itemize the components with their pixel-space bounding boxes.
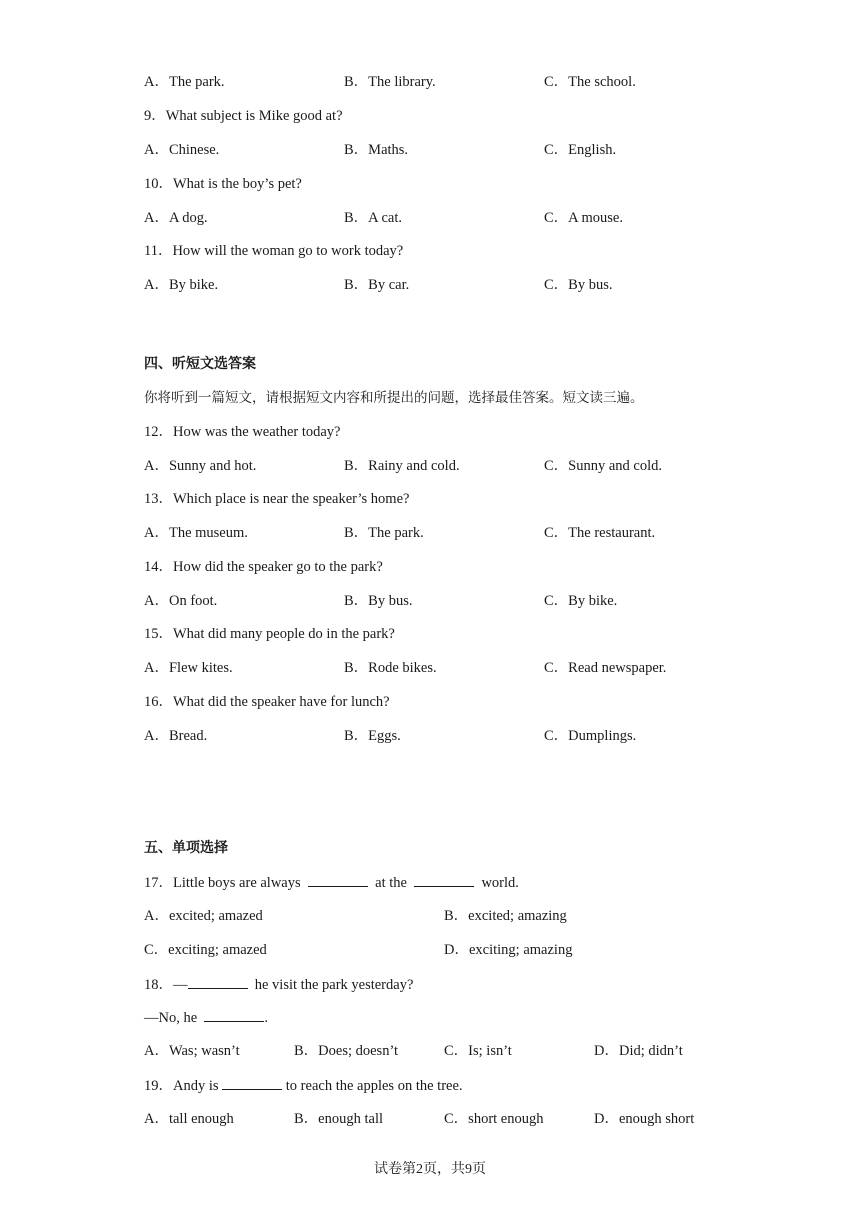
option-a: A．Bread. xyxy=(144,728,208,744)
section-4-title: 四、听短文选答案 xyxy=(144,356,256,372)
answer-line xyxy=(144,1007,268,1028)
answer-text-part: —No, he xyxy=(144,1010,198,1026)
option-b: B．Rode bikes. xyxy=(344,660,437,676)
answer-blank xyxy=(204,1007,264,1022)
option-a: A．excited; amazed xyxy=(144,908,263,924)
question-text: 13．Which place is near the speaker’s home? xyxy=(144,491,410,507)
option-c: C．A mouse. xyxy=(544,210,623,226)
option-c: C．Is; isn’t xyxy=(444,1043,512,1059)
question-text: 11．How will the woman go to work today? xyxy=(144,243,404,259)
question-text-part: 19．Andy is xyxy=(144,1078,219,1094)
option-a: A．Chinese. xyxy=(144,142,220,158)
option-a: A．The museum. xyxy=(144,525,248,541)
option-c: C．Sunny and cold. xyxy=(544,458,663,474)
option-a: A．A dog. xyxy=(144,210,208,226)
section-4-instruction: 你将听到一篇短文，请根据短文内容和所提出的问题，选择最佳答案。短文读三遍。 xyxy=(144,390,644,406)
option-c: C．exciting; amazed xyxy=(144,942,267,958)
option-b: B．The park. xyxy=(344,525,424,541)
question-text xyxy=(144,1075,463,1096)
option-d: D．Did; didn’t xyxy=(594,1043,683,1059)
option-d: D．enough short xyxy=(594,1111,695,1127)
option-b: B．By car. xyxy=(344,277,410,293)
option-b: B．Rainy and cold. xyxy=(344,458,460,474)
question-text-part: 18．— xyxy=(144,977,188,993)
question-text: 9．What subject is Mike good at? xyxy=(144,108,343,124)
question-text xyxy=(144,974,413,995)
question-text-part: he visit the park yesterday? xyxy=(254,977,414,993)
option-d: D．exciting; amazing xyxy=(444,942,573,958)
option-b: B．enough tall xyxy=(294,1111,384,1127)
option-b: B．The library. xyxy=(344,74,436,90)
question-text: 14．How did the speaker go to the park? xyxy=(144,559,383,575)
option-c: C．Dumplings. xyxy=(544,728,637,744)
option-a: A．tall enough xyxy=(144,1111,234,1127)
option-c: C．English. xyxy=(544,142,617,158)
answer-text-part: . xyxy=(264,1010,269,1026)
page-footer: 试卷第2页，共9页 xyxy=(374,1162,486,1177)
option-c: C．By bike. xyxy=(544,593,618,609)
option-a: A．By bike. xyxy=(144,277,219,293)
option-b: B．excited; amazing xyxy=(444,908,567,924)
option-a: A．Was; wasn’t xyxy=(144,1043,240,1059)
question-text: 10．What is the boy’s pet? xyxy=(144,176,302,192)
question-text: 15．What did many people do in the park? xyxy=(144,626,395,642)
option-c: C．By bus. xyxy=(544,277,613,293)
question-text xyxy=(144,872,519,893)
answer-blank xyxy=(188,974,248,989)
question-text-part: to reach the apples on the tree. xyxy=(285,1078,463,1094)
question-text-part: world. xyxy=(481,875,519,891)
question-text-part: at the xyxy=(375,875,407,891)
answer-blank xyxy=(308,872,368,887)
answer-blank xyxy=(222,1075,282,1090)
question-text-part: 17．Little boys are always xyxy=(144,875,301,891)
option-b: B．Maths. xyxy=(344,142,409,158)
option-b: B．Eggs. xyxy=(344,728,401,744)
option-b: B．A cat. xyxy=(344,210,402,226)
option-c: C．The school. xyxy=(544,74,636,90)
option-c: C．Read newspaper. xyxy=(544,660,667,676)
option-b: B．Does; doesn’t xyxy=(294,1043,399,1059)
question-text: 12．How was the weather today? xyxy=(144,424,341,440)
answer-blank xyxy=(414,872,474,887)
option-a: A．Flew kites. xyxy=(144,660,233,676)
option-a: A．Sunny and hot. xyxy=(144,458,257,474)
section-5-title: 五、单项选择 xyxy=(144,840,228,856)
option-a: A．On foot. xyxy=(144,593,218,609)
option-c: C．The restaurant. xyxy=(544,525,656,541)
option-a: A．The park. xyxy=(144,74,225,90)
question-text: 16．What did the speaker have for lunch? xyxy=(144,694,390,710)
option-b: B．By bus. xyxy=(344,593,413,609)
option-c: C．short enough xyxy=(444,1111,544,1127)
